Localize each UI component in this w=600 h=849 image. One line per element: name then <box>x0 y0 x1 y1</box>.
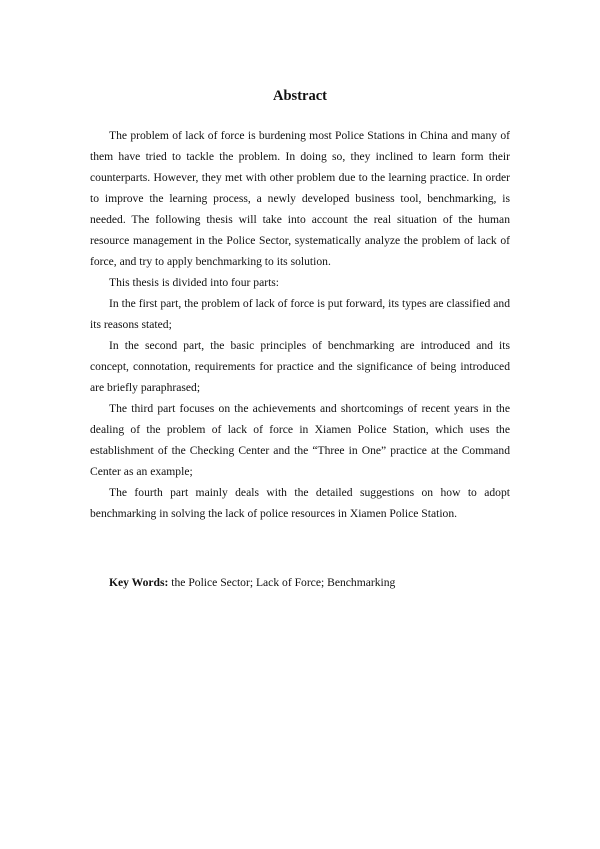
keywords-line <box>109 572 529 593</box>
abstract-paragraph-6: The fourth part mainly deals with the detailed suggestions on how to adopt benchmarking in solving the lack of police resources in Xiamen Police Station. <box>90 486 510 520</box>
abstract-body <box>90 125 510 524</box>
abstract-paragraph-5: The third part focuses on the achievements and shortcomings of recent years in the dealing of the problem of lack of force in Xiamen Police Station, which uses the establishment of the Checking Center and the “Three in One” practice at the Command Center as an example; <box>90 402 510 478</box>
keywords-text: the Police Sector; Lack of Force; Benchmarking <box>168 576 396 589</box>
page-title: Abstract <box>273 88 327 104</box>
abstract-paragraph-3: In the first part, the problem of lack of force is put forward, its types are classified and its reasons stated; <box>90 297 510 331</box>
abstract-paragraph-4: In the second part, the basic principles of benchmarking are introduced and its concept, connotation, requirements for practice and the significance of being introduced are briefly paraphrased; <box>90 339 510 394</box>
abstract-paragraph-2: This thesis is divided into four parts: <box>109 276 280 289</box>
keywords-label: Key Words: <box>109 576 169 589</box>
abstract-paragraph-1: The problem of lack of force is burdening most Police Stations in China and many of them have tried to tackle the problem. In doing so, they inclined to learn form their counterparts. However, they met with other problem due to the learning practice. In order to improve the learning process, a newly developed business tool, benchmarking, is needed. The following thesis will take into account the real situation of the human resource management in the Police Sector, systematically analyze the problem of lack of force, and try to apply benchmarking to its solution. <box>90 129 510 268</box>
